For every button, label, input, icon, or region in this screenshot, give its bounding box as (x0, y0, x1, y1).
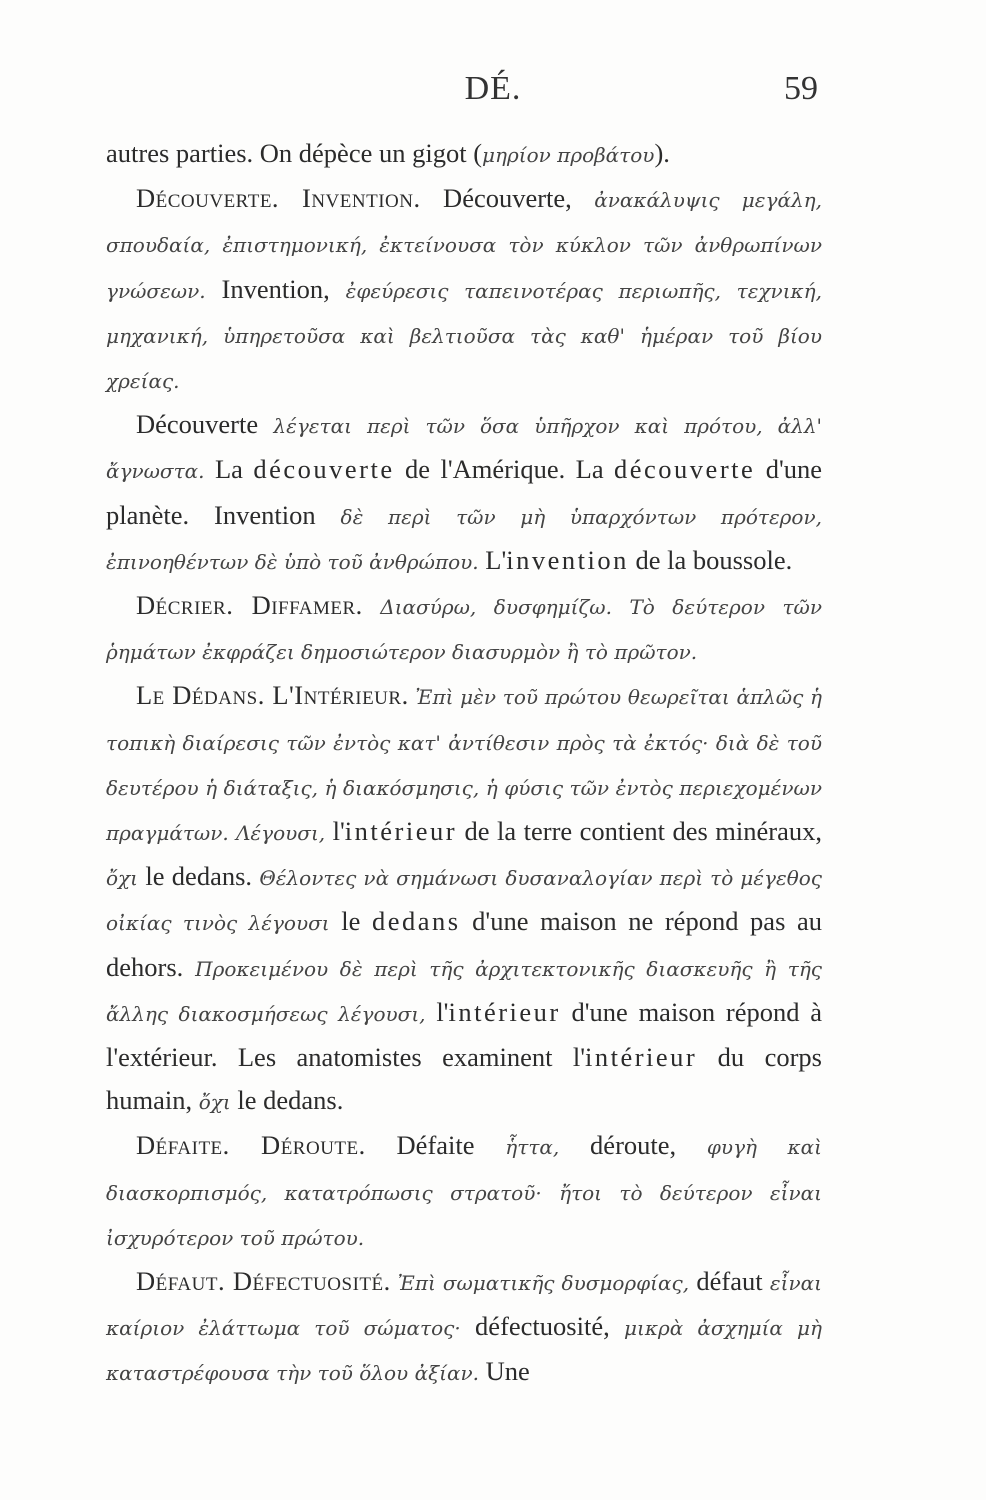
text-spaced: invention (506, 544, 629, 575)
text-greek: ἧττα, (505, 1135, 560, 1160)
text-greek: μηρίον προβάτου (482, 143, 655, 167)
dictionary-entry (106, 584, 822, 674)
text-french: Découverte (136, 409, 274, 440)
text-french: ). (654, 138, 670, 168)
text-greek: εἶναι καίριον ἐλάττωμα τοῦ σώματος· (106, 1271, 822, 1341)
text-spaced: intérieur (448, 996, 561, 1027)
text-spaced: intérieur (344, 816, 458, 847)
text-french: La (204, 454, 254, 485)
text-french: Une (478, 1356, 530, 1387)
page-header (0, 70, 986, 110)
text-greek: Ἐπὶ σωματικῆς δυσμορφίας, (390, 1271, 690, 1296)
text-french: le (329, 906, 372, 937)
entry-headword: Découverte. Invention. (136, 183, 421, 214)
text-greek: ἀνακάλυψις μεγάλη, σπουδαία, ἐπιστημονική, ἐκτείνουσα τὸν κύκλον τῶν ἀνθρωπίνων γνώσεων. (106, 188, 823, 303)
running-head: DÉ. (464, 70, 522, 107)
text-spaced: découverte (614, 454, 756, 485)
text-greek: Ἐπὶ μὲν τοῦ πρώτου θεωρεῖται ἁπλῶς ἡ τοπικὴ διαίρεσις τῶν ἐντὸς κατ' ἀντίθεσιν πρὸς τὰ ἐκτός· διὰ δὲ τοῦ δευτέρου ἡ διάταξις, ἡ διακόσμησις, ἡ φύσις τῶν ἐντὸς περιεχομένων πραγμάτων. Λέγουσι, (106, 685, 822, 846)
text-french: le dedans. (230, 1085, 344, 1116)
page-number: 59 (784, 70, 818, 107)
text-french: le dedans. (138, 861, 260, 892)
text-french: l' (325, 816, 345, 847)
text-french: défaut (689, 1266, 770, 1297)
entry-headword: Décrier. Diffamer. (136, 590, 363, 621)
text-greek: ὄχι (106, 866, 139, 891)
text-french: de la boussole. (628, 544, 793, 575)
text-french: déroute, (559, 1130, 707, 1161)
text-french: d'une maison répond à l'extérieur. Les anatomistes examinent l' (106, 996, 823, 1073)
dictionary-entry (106, 1260, 822, 1396)
entry-headword: Défaut. Défectuosité. (136, 1266, 391, 1297)
entry-headword: Défaite. Déroute. (136, 1130, 366, 1161)
body-text (106, 132, 822, 1396)
text-spaced: découverte (253, 454, 395, 485)
text-greek: ὄχι (198, 1090, 231, 1115)
text-french: Défaite (365, 1130, 506, 1161)
text-french: autres parties. On dépèce un gigot ( (106, 138, 483, 168)
text-french: de la terre contient des minéraux, (457, 816, 822, 847)
text-french: défectuosité, (460, 1311, 625, 1342)
text-greek: ἐφεύρεσις ταπεινοτέρας περιωπῆς, τεχνική, μηχανική, ὑπηρετοῦσα καὶ βελτιοῦσα τὰς καθ' ἡμέραν τοῦ βίου χρείας. (106, 278, 822, 394)
dictionary-entry (106, 177, 822, 403)
entry-headword: Le Dédans. L'Intérieur. (136, 680, 409, 711)
text-spaced: intérieur (585, 1042, 698, 1073)
text-greek: λέγεται περὶ τῶν ὅσα ὑπῆρχον καὶ πρότου, ἀλλ' ἄγνωστα. (106, 414, 823, 484)
text-french: Invention, (205, 273, 346, 304)
text-french: L' (478, 544, 507, 575)
text-french: du corps humain, (106, 1042, 822, 1116)
text-french: Découverte, (420, 183, 595, 214)
text-greek: Προκειμένου δὲ περὶ τῆς ἀρχιτεκτονικῆς διασκευῆς ἢ τῆς ἄλλης διακοσμήσεως λέγουσι, (106, 956, 822, 1026)
text-spaced: dedans (371, 906, 461, 937)
text-french: de l'Amérique. La (394, 454, 615, 485)
paragraph (106, 132, 822, 177)
text-greek: Διασύρω, δυσφημίζω. Τὸ δεύτερον τῶν ῥημάτων ἐκφράζει δημοσιώτερον διασυρμὸν ἢ τὸ πρῶτον. (106, 595, 822, 665)
text-greek: δὲ περὶ τῶν μὴ ὑπαρχόντων πρότερον, ἐπινοηθέντων δὲ ὑπὸ τοῦ ἀνθρώπου. (106, 504, 822, 574)
dictionary-entry (106, 674, 822, 1124)
text-french: l' (425, 996, 449, 1027)
paragraph (106, 403, 822, 584)
text-greek: φυγὴ καὶ διασκορπισμός, κατατρόπωσις στρατοῦ· ἤτοι τὸ δεύτερον εἶναι ἰσχυρότερον τοῦ πρώτου. (106, 1135, 822, 1250)
text-greek: Θέλοντες νὰ σημάνωσι δυσαναλογίαν περὶ τὸ μέγεθος οἰκίας τινὸς λέγουσι (106, 866, 822, 936)
text-french: d'une maison ne répond pas au dehors. (106, 906, 823, 982)
text-greek: μικρὰ ἀσχημία μὴ καταστρέφουσα τὴν τοῦ ὅλου ἀξίαν. (106, 1316, 822, 1386)
text-french: d'une planète. Invention (106, 454, 823, 530)
dictionary-entry (106, 1124, 822, 1260)
